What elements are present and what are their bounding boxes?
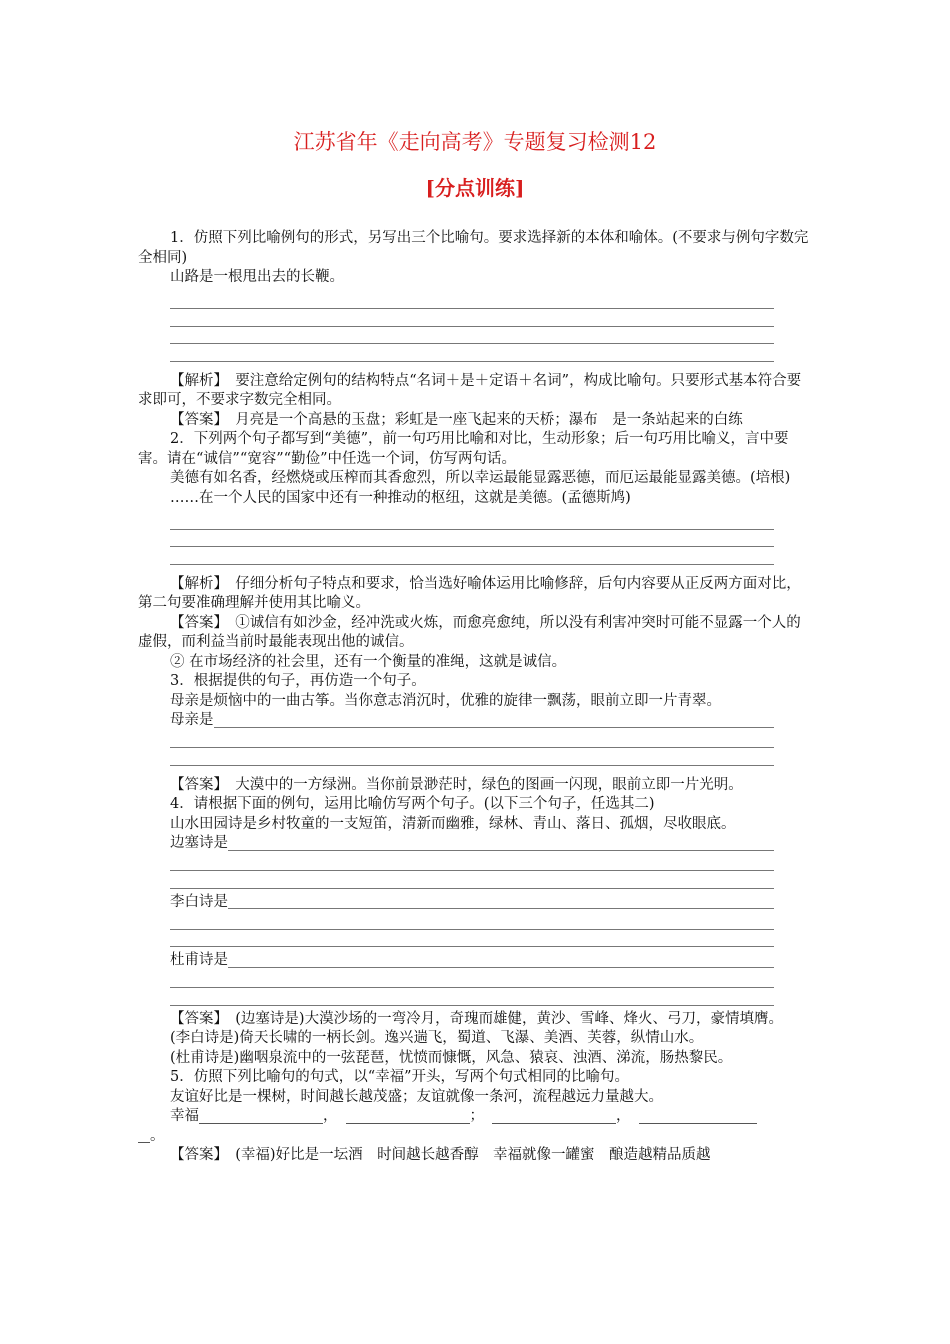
q1-analysis <box>138 372 814 411</box>
q4-answer-2: (李白诗是)倚天长啸的一柄长剑。逸兴遄飞，蜀道、飞瀑、美酒、芙蓉，纵情山水。 <box>170 1030 704 1046</box>
q4-lead-line-1[interactable] <box>170 834 774 854</box>
answer-line[interactable] <box>170 292 774 310</box>
answer-line[interactable] <box>170 731 774 749</box>
answer-line[interactable] <box>170 309 774 327</box>
lead-label: 幸福 <box>170 1108 199 1124</box>
answer-text: 大漠中的一方绿洲。当你前景渺茫时，绿色的图画一闪现，眼前立即一片光明。 <box>235 776 743 793</box>
lead-label: 李白诗是 <box>170 893 228 910</box>
q2-example-1: 美德有如名香，经燃烧或压榨而其香愈烈，所以幸运最能显露恶德，而厄运最能显露美德。(培根) <box>170 470 791 486</box>
q3-answer <box>138 776 814 796</box>
answer-tag: 【答案】 <box>170 1010 221 1027</box>
q4-example: 山水田园诗是乡村牧童的一支短笛，清新而幽雅，绿林、青山、落日、孤烟，尽收眼底。 <box>170 815 736 832</box>
blank-3[interactable] <box>492 1108 616 1124</box>
q4-answer-3: (杜甫诗是)幽咽泉流中的一弦琵琶，忧愤而慷慨，风急、猿哀、浊酒、涕流，肠热黎民。 <box>170 1049 733 1066</box>
answer-text: ①诚信有如沙金，经冲洗或火炼，而愈亮愈纯，所以没有利害冲突时可能不显露一个人的虚假，而利益当前时最能表现出他的诚信。 <box>138 614 801 650</box>
answer-line[interactable] <box>170 871 774 889</box>
q2-analysis <box>138 575 814 614</box>
answer-tag: 【答案】 <box>170 776 221 793</box>
q5-fill-line[interactable] <box>170 1107 814 1127</box>
blank-2[interactable] <box>346 1108 470 1124</box>
answer-text: (边塞诗是)大漠沙场的一弯冷月，奇瑰而雄健，黄沙、雪峰、烽火、弓刀，豪情填膺。 <box>235 1010 784 1027</box>
separator: ， <box>616 1108 631 1124</box>
blank-4-cont[interactable] <box>138 1127 150 1143</box>
blank-4[interactable] <box>639 1108 757 1124</box>
q3-example: 母亲是烦恼中的一曲古筝。当你意志消沉时，优雅的旋律一飘荡，眼前立即一片青翠。 <box>170 692 721 709</box>
separator: ； <box>469 1108 484 1124</box>
answer-line[interactable] <box>170 748 774 766</box>
answer-line[interactable] <box>170 344 774 362</box>
lead-label: 母亲是 <box>170 712 214 728</box>
answer-tag: 【答案】 <box>170 614 221 631</box>
analysis-text: 要注意给定例句的结构特点“名词＋是＋定语＋名词”，构成比喻句。只要形式基本符合要求即可，不要求字数完全相同。 <box>138 372 802 408</box>
answer-line[interactable] <box>170 971 774 989</box>
q1-prompt: 1．仿照下列比喻例句的形式，另写出三个比喻句。要求选择新的本体和喻体。(不要求与例句字数完全相同) <box>138 230 809 266</box>
answer-line[interactable] <box>170 547 774 565</box>
q1-answer <box>138 411 814 431</box>
answer-text: (幸福)好比是一坛酒 时间越长越香醇 幸福就像一罐蜜 酿造越精品质越 <box>235 1147 711 1163</box>
answer-line[interactable] <box>170 327 774 345</box>
answer-line[interactable] <box>170 530 774 548</box>
answer-line[interactable] <box>170 912 774 930</box>
q4-lead-line-2[interactable] <box>170 893 774 913</box>
answer-tag: 【答案】 <box>170 1147 221 1163</box>
q3-prompt: 3．根据提供的句子，再仿造一个句子。 <box>170 673 426 689</box>
q4-prompt: 4．请根据下面的例句，运用比喻仿写两个句子。(以下三个句子，任选其二) <box>170 796 655 812</box>
end-mark: 。 <box>150 1127 165 1144</box>
answer-tag: 【答案】 <box>170 411 221 428</box>
answer-line[interactable] <box>170 930 774 948</box>
q4-answer <box>138 1010 814 1030</box>
q5-example: 友谊好比是一棵树，时间越长越茂盛；友谊就像一条河，流程越远力量越大。 <box>170 1088 663 1105</box>
q5-line-end <box>138 1127 814 1147</box>
answer-line[interactable] <box>170 854 774 872</box>
document-body <box>138 229 814 1166</box>
document-title: 江苏省年《走向高考》专题复习检测12 <box>293 130 657 154</box>
q2-answer-2: ② 在市场经济的社会里，还有一个衡量的准绳，这就是诚信。 <box>170 653 567 670</box>
separator: ， <box>323 1108 338 1124</box>
lead-label: 杜甫诗是 <box>170 952 228 968</box>
q1-example: 山路是一根甩出去的长鞭。 <box>170 269 344 285</box>
analysis-text: 仔细分析句子特点和要求，恰当选好喻体运用比喻修辞，后句内容要从正反两方面对比，第二句要准确理解并使用其比喻义。 <box>138 575 801 611</box>
q5-prompt: 5．仿照下列比喻句的句式，以“幸福”开头，写两个句式相同的比喻句。 <box>170 1069 630 1085</box>
q2-answer <box>138 614 814 653</box>
q4-lead-line-3[interactable] <box>170 951 774 971</box>
lead-label: 边塞诗是 <box>170 835 228 851</box>
q5-answer <box>138 1146 814 1166</box>
answer-text: 月亮是一个高悬的玉盘；彩虹是一座飞起来的天桥；瀑布 是一条站起来的白练 <box>235 411 743 428</box>
blank-1[interactable] <box>199 1108 323 1124</box>
answer-line[interactable] <box>170 512 774 530</box>
q2-prompt: 2．下列两个句子都写到“美德”，前一句巧用比喻和对比，生动形象；后一句巧用比喻义，言中要害。请在“诚信”“宽容”“勤俭”中任选一个词，仿写两句话。 <box>138 431 789 467</box>
analysis-tag: 【解析】 <box>170 372 221 389</box>
q2-example-2: ……在一个人民的国家中还有一种推动的枢纽，这就是美德。(孟德斯鸠) <box>170 489 631 506</box>
q3-lead-line[interactable] <box>170 711 774 731</box>
answer-line[interactable] <box>170 988 774 1006</box>
analysis-tag: 【解析】 <box>170 575 221 592</box>
section-subtitle: [分点训练] <box>425 176 525 200</box>
